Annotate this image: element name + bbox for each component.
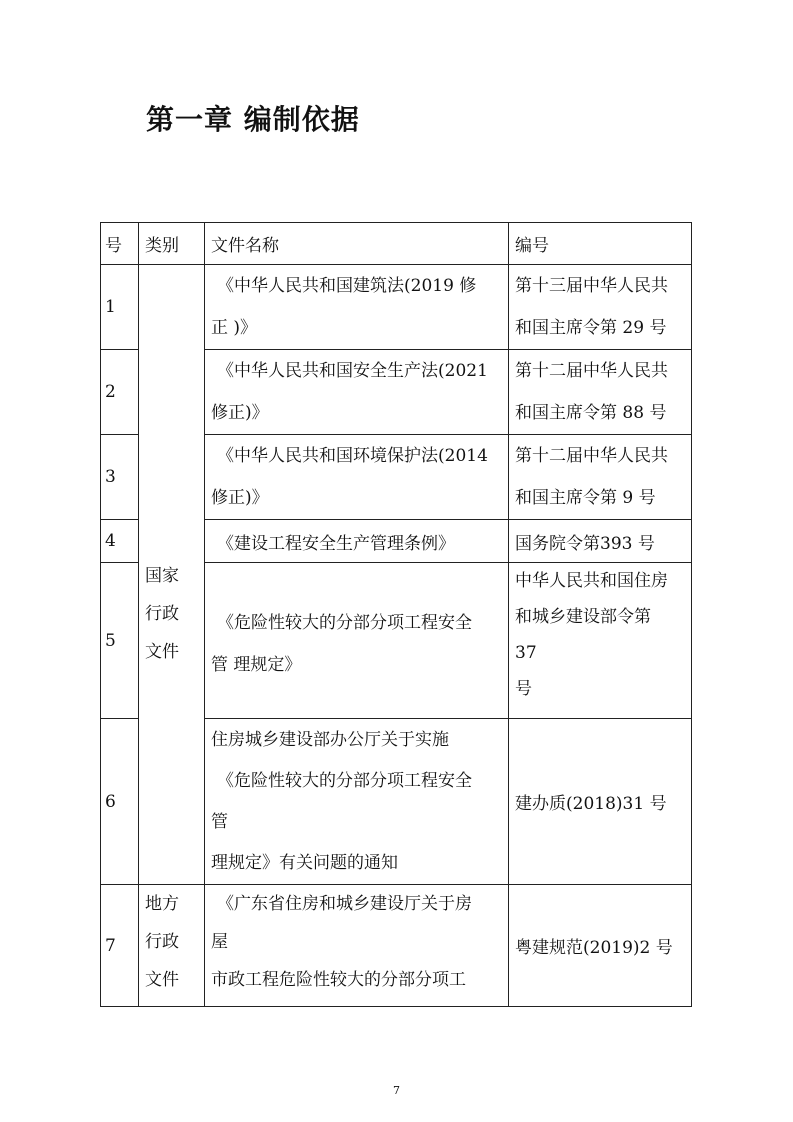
- category-line: 文件: [145, 641, 179, 662]
- name-line: 《中华人民共和国安全生产法(2021: [217, 361, 488, 381]
- page-number: 7: [393, 1084, 400, 1097]
- header-name: 文件名称: [205, 223, 509, 265]
- document-name: [205, 265, 509, 350]
- row-number: 2: [101, 350, 139, 435]
- document-name: [205, 885, 509, 1007]
- category-local: [139, 885, 205, 1007]
- header-code: 编号: [509, 223, 692, 265]
- document-name: [205, 719, 509, 885]
- code-line: 和国主席令第 29 号: [515, 318, 667, 338]
- header-no: 号: [101, 223, 139, 265]
- category-line: 行政: [145, 932, 179, 952]
- category-line: 国家: [145, 565, 179, 586]
- name-line: 《危险性较大的分部分项工程安全: [217, 770, 472, 791]
- document-name: [205, 435, 509, 520]
- name-line: 修正)》: [211, 403, 269, 423]
- row-number: 7: [101, 885, 139, 1007]
- name-line: 住房城乡建设部办公厅关于实施: [211, 729, 449, 750]
- name-line: 修正)》: [211, 488, 269, 508]
- name-line: 理规定》有关问题的通知: [211, 852, 398, 873]
- row-number: 6: [101, 719, 139, 885]
- document-name: [205, 350, 509, 435]
- row-number: 1: [101, 265, 139, 350]
- category-line: 文件: [145, 970, 179, 990]
- table-row: [101, 885, 692, 1007]
- document-code: [509, 563, 692, 719]
- row-number: 4: [101, 520, 139, 563]
- row-number: 5: [101, 563, 139, 719]
- name-line: 管: [211, 811, 228, 832]
- name-line: 《广东省住房和城乡建设厅关于房: [217, 894, 472, 914]
- code-line: 第十二届中华人民共: [515, 446, 668, 466]
- name-line: 《中华人民共和国环境保护法(2014: [217, 446, 488, 466]
- document-code: 建办质(2018)31 号: [509, 719, 692, 885]
- code-line: 第十二届中华人民共: [515, 361, 668, 381]
- document-name: [205, 520, 509, 563]
- code-line: 和城乡建设部令第: [515, 607, 651, 627]
- document-code: [509, 265, 692, 350]
- table-header-row: [101, 223, 692, 265]
- category-national: [139, 265, 205, 885]
- code-line: 37: [515, 643, 537, 663]
- name-line: 《危险性较大的分部分项工程安全: [217, 612, 472, 633]
- document-code: 国务院令第393 号: [509, 520, 692, 563]
- name-line: 屋: [211, 932, 228, 952]
- header-category: 类别: [139, 223, 205, 265]
- document-code: [509, 350, 692, 435]
- name-line: 《建设工程安全生产管理条例》: [217, 533, 455, 554]
- table-row: [101, 265, 692, 350]
- code-line: 和国主席令第 9 号: [515, 488, 656, 508]
- code-line: 中华人民共和国住房: [515, 571, 668, 591]
- row-number: 3: [101, 435, 139, 520]
- name-line: 管 理规定》: [211, 654, 302, 675]
- document-code: 粤建规范(2019)2 号: [509, 885, 692, 1007]
- code-line: 第十三届中华人民共: [515, 276, 668, 296]
- regulations-table: [100, 222, 692, 1007]
- code-line: 号: [515, 679, 532, 699]
- document-code: [509, 435, 692, 520]
- category-line: 行政: [145, 603, 179, 624]
- category-line: 地方: [145, 894, 179, 914]
- name-line: 市政工程危险性较大的分部分项工: [211, 970, 466, 990]
- name-line: 《中华人民共和国建筑法(2019 修: [217, 276, 477, 296]
- code-line: 和国主席令第 88 号: [515, 403, 667, 423]
- document-name: [205, 563, 509, 719]
- name-line: 正 )》: [211, 318, 258, 338]
- page-title: 第一章 编制依据: [146, 103, 360, 136]
